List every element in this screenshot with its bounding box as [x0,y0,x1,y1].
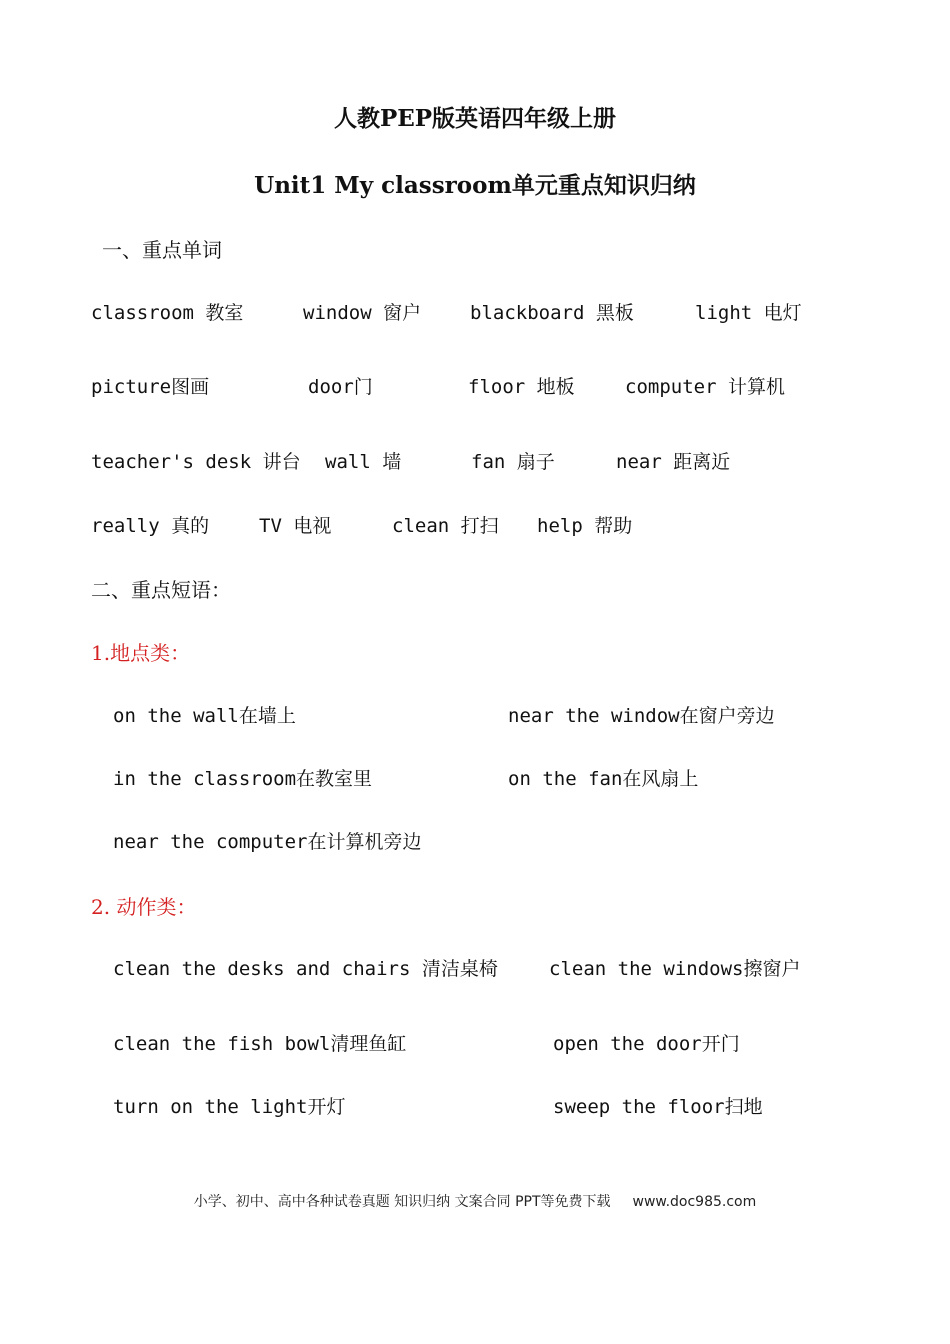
vocab-item: help 帮助 [537,515,633,537]
phrase-item: near the window在窗户旁边 [508,705,775,727]
page-subtitle: Unit1 My classroom单元重点知识归纳 [254,172,696,199]
vocab-item: really 真的 [91,515,210,537]
vocab-item: picture图画 [91,376,210,398]
page-footer [0,1191,950,1211]
footer-text: 小学、初中、高中各种试卷真题 知识归纳 文案合同 PPT等免费下载 [193,1194,611,1210]
phrase-item: open the door开门 [553,1033,740,1055]
phrase-item: clean the fish bowl清理鱼缸 [113,1033,407,1055]
vocab-item: computer 计算机 [625,376,785,398]
vocab-item: teacher's desk 讲台 [91,451,301,473]
vocab-item: clean 打扫 [392,515,499,537]
phrase-item: clean the windows擦窗户 [549,958,801,980]
action-phrases-heading: 2. 动作类： [91,895,197,919]
page-title: 人教PEP版英语四年级上册 [333,105,617,132]
section2-heading: 二、重点短语： [91,578,231,602]
vocab-item: blackboard 黑板 [470,302,634,324]
vocab-item: door门 [308,376,373,398]
vocab-item: window 窗户 [303,302,422,324]
vocab-item: fan 扇子 [471,451,555,473]
vocab-item: classroom 教室 [91,302,244,324]
section1-heading: 一、重点单词 [102,238,222,262]
vocab-item: floor 地板 [468,376,575,398]
place-phrases-heading: 1.地点类： [91,641,191,665]
phrase-item: clean the desks and chairs 清洁桌椅 [113,958,498,980]
footer-url[interactable]: www.doc985.com [632,1194,757,1210]
vocab-item: TV 电视 [259,515,332,537]
phrase-item: on the wall在墙上 [113,705,296,727]
vocab-item: near 距离近 [616,451,731,473]
phrase-item: near the computer在计算机旁边 [113,831,422,853]
vocab-item: wall 墙 [325,451,402,473]
phrase-item: turn on the light开灯 [113,1096,346,1118]
phrase-item: in the classroom在教室里 [113,768,373,790]
vocab-item: light 电灯 [695,302,802,324]
phrase-item: sweep the floor扫地 [553,1096,763,1118]
phrase-item: on the fan在风扇上 [508,768,699,790]
